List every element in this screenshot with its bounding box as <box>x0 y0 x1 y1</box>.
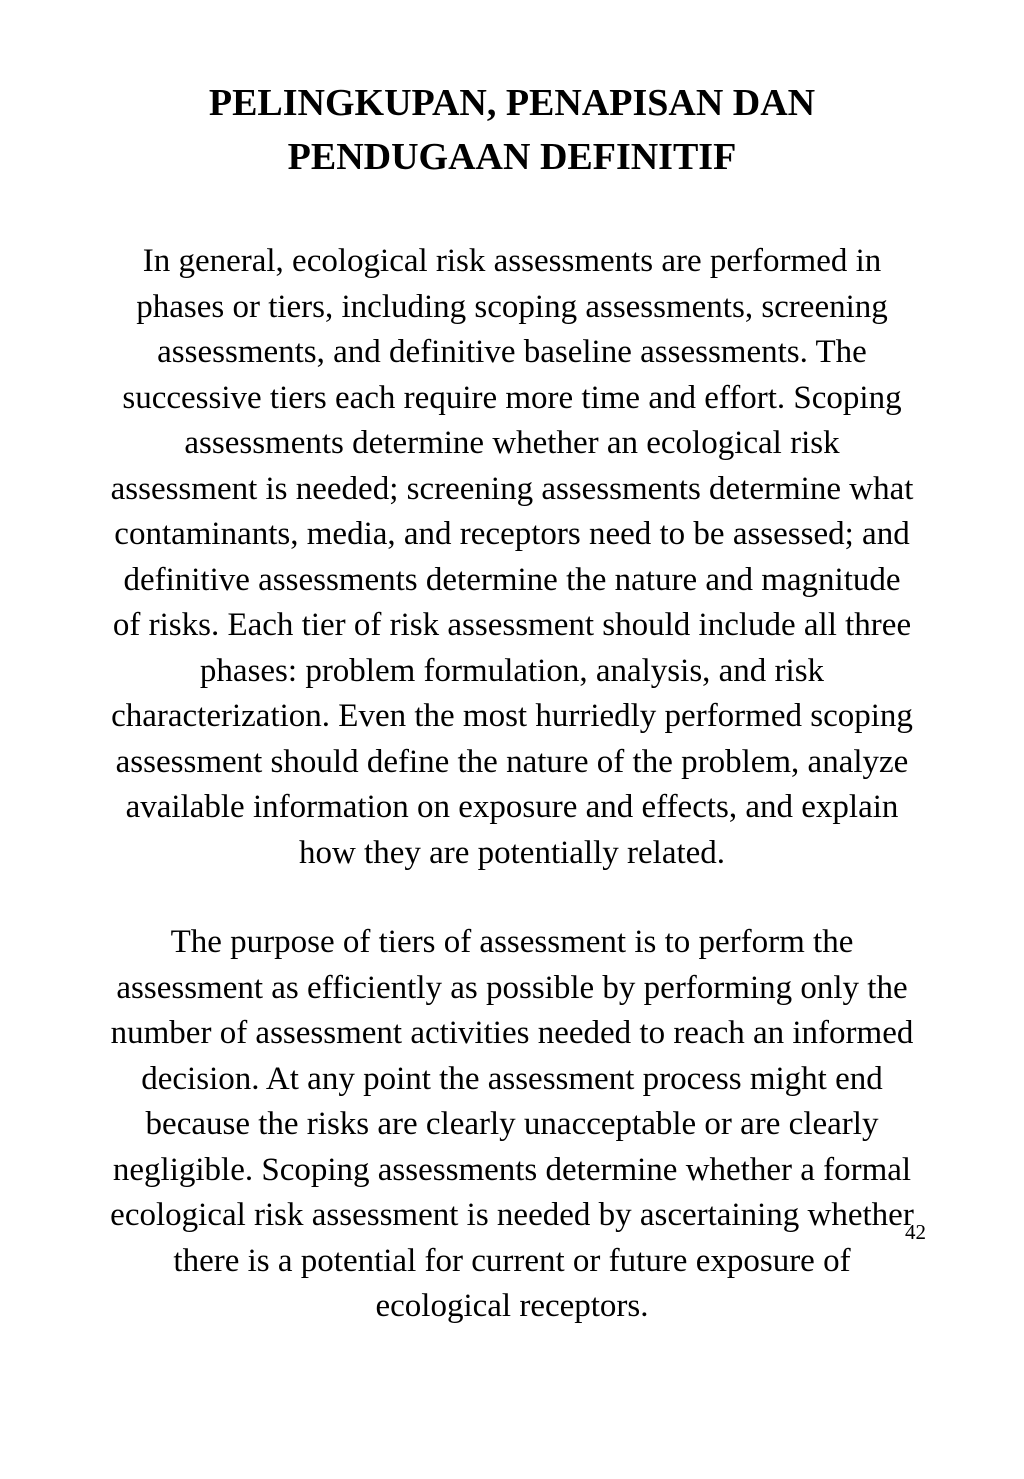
page-number: 42 <box>905 1220 926 1244</box>
text-line: assessments determine whether an ecological risk <box>184 425 840 461</box>
text-line: negligible. Scoping assessments determine whether a formal <box>112 1151 912 1188</box>
text-line: The purpose of tiers of assessment is to perform the <box>170 924 854 960</box>
title-line: PELINGKUPAN, PENAPISAN DAN <box>208 82 816 124</box>
text-line: there is a potential for current or future exposure of <box>173 1242 851 1279</box>
text-line: assessment is needed; screening assessments determine what <box>110 470 914 507</box>
text-line: ecological risk assessment is needed by ascertaining whether <box>110 1197 914 1233</box>
paragraph-1 <box>0 239 1024 876</box>
text-line: phases: problem formulation, analysis, and risk <box>199 652 825 689</box>
paragraph-2 <box>0 920 1024 1330</box>
text-line: ecological receptors. <box>375 1288 649 1324</box>
title-line: PENDUGAAN DEFINITIF <box>287 136 737 178</box>
text-line: definitive assessments determine the nature and magnitude <box>123 561 901 598</box>
text-line: contaminants, media, and receptors need to be assessed; and <box>114 516 910 552</box>
text-line: In general, ecological risk assessments are performed in <box>142 243 882 279</box>
page-title <box>0 76 1024 184</box>
text-line: of risks. Each tier of risk assessment should include all three <box>112 607 912 643</box>
text-line: phases or tiers, including scoping assessments, screening <box>136 288 888 325</box>
text-line: number of assessment activities needed to reach an informed <box>110 1015 914 1051</box>
text-line: successive tiers each require more time and effort. Scoping <box>122 379 902 416</box>
text-line: assessment as efficiently as possible by performing only the <box>116 969 908 1006</box>
text-line: characterization. Even the most hurriedly performed scoping <box>111 698 913 734</box>
text-line: how they are potentially related. <box>298 834 726 871</box>
text-line: available information on exposure and effects, and explain <box>125 789 899 825</box>
text-line: decision. At any point the assessment process might end <box>141 1060 883 1097</box>
text-line: because the risks are clearly unacceptable or are clearly <box>145 1106 879 1142</box>
text-line: assessment should define the nature of the problem, analyze <box>115 743 909 780</box>
text-line: assessments, and definitive baseline assessments. The <box>157 334 867 370</box>
